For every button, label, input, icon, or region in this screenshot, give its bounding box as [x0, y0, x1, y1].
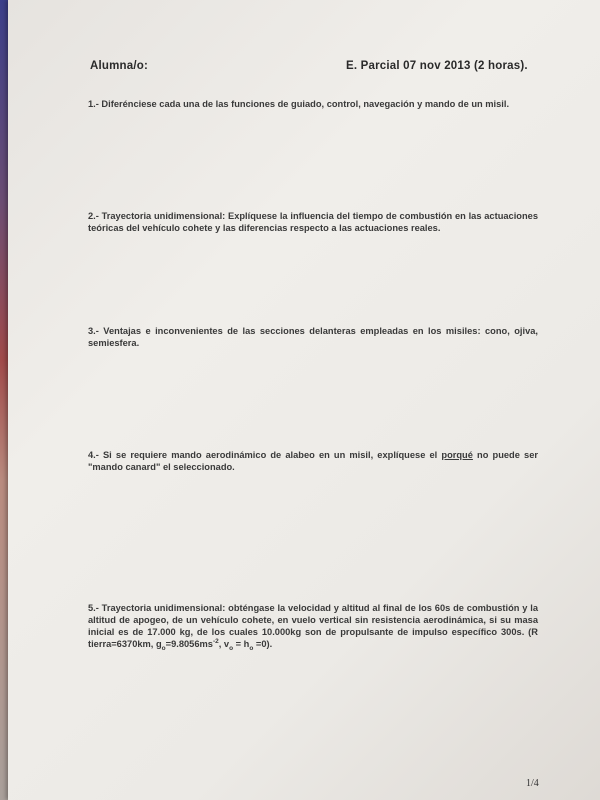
- question-5-sup-exp: -2: [212, 637, 219, 645]
- question-5-sub-h: o: [249, 644, 254, 652]
- question-1: 1.- Diferénciese cada una de las funciones de guiado, control, navegación y mando de un misil.: [88, 99, 510, 109]
- question-4-text-before: 4.- Si se requiere mando aerodinámico de alabeo en un misil, explíquese el: [88, 450, 442, 460]
- exam-info: E. Parcial 07 nov 2013 (2 horas).: [346, 60, 528, 72]
- question-5-g-value: =9.8056ms: [165, 639, 213, 649]
- question-2: 2.- Trayectoria unidimensional: Explíquese la influencia del tiempo de combustión en las actuaciones teóricas del vehículo cohete y las diferencias respecto a las actuaciones reales.: [88, 211, 538, 233]
- question-5-sub-g: o: [161, 644, 166, 652]
- question-4-text-after: no puede ser "mando canard" el seleccionado.: [88, 450, 538, 472]
- question-4: [88, 449, 538, 473]
- student-label: Alumna/o:: [90, 60, 149, 72]
- question-3: 3.- Ventajas e inconvenientes de las secciones delanteras empleadas en los misiles: cono, ojiva, semiesfera.: [88, 326, 538, 348]
- question-5-sub-v: o: [229, 644, 234, 652]
- question-5-end-part: =0).: [253, 639, 273, 649]
- question-5: [88, 602, 538, 650]
- question-5-eq-part: = h: [233, 639, 250, 649]
- question-4-underlined-word: porqué: [441, 450, 473, 460]
- question-5-v-part: , v: [218, 639, 230, 649]
- exam-sheet: [8, 0, 600, 800]
- page-number: 1/4: [526, 778, 539, 789]
- question-5-text: 5.- Trayectoria unidimensional: obténgase la velocidad y altitud al final de los 60s de combustión y la altitud de apogeo, de un vehículo cohete, en vuelo vertical sin resistencia aerodinámica, si su masa inicial es de 17.000 kg, de los cuales 10.000kg son de propulsante de impulso específico 300s. (R tierra=6370km, g: [88, 603, 538, 649]
